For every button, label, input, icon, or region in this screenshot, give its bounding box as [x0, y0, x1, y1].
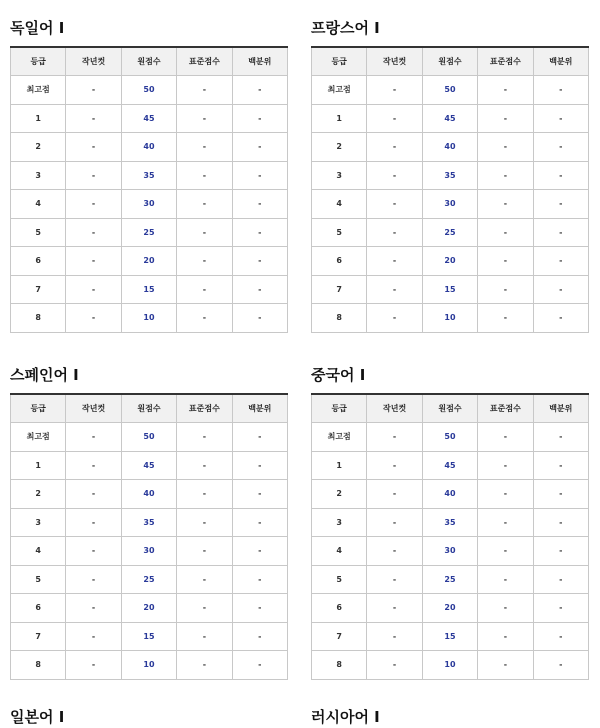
table-cell: - — [66, 190, 121, 219]
table-cell: - — [232, 247, 287, 276]
table-cell: - — [232, 190, 287, 219]
table-cell: - — [66, 508, 121, 537]
table-cell: - — [478, 275, 533, 304]
table-cell: - — [367, 651, 422, 680]
column-header: 백분위 — [232, 47, 287, 76]
column-header: 원점수 — [422, 394, 477, 423]
table-cell: 1 — [312, 104, 367, 133]
table-cell: 6 — [11, 594, 66, 623]
table-cell: 8 — [312, 651, 367, 680]
table-cell: - — [367, 537, 422, 566]
table-cell: - — [367, 161, 422, 190]
table-cell: - — [232, 218, 287, 247]
table-cell: 2 — [11, 133, 66, 162]
table-cell: 3 — [312, 508, 367, 537]
column-header: 표준점수 — [478, 47, 533, 76]
table-row — [312, 275, 589, 304]
table-cell: 50 — [121, 76, 176, 105]
table-row — [11, 423, 288, 452]
column-header: 백분위 — [533, 47, 588, 76]
table-cell: 35 — [121, 508, 176, 537]
column-header: 표준점수 — [177, 394, 232, 423]
table-cell: 4 — [11, 190, 66, 219]
table-cell: - — [533, 247, 588, 276]
table-row — [11, 161, 288, 190]
table-cell: - — [478, 161, 533, 190]
table-cell: - — [533, 508, 588, 537]
table-row — [11, 622, 288, 651]
table-cell: - — [367, 247, 422, 276]
table-cell: 30 — [422, 537, 477, 566]
table-row — [11, 651, 288, 680]
table-cell: - — [367, 594, 422, 623]
table-row — [11, 451, 288, 480]
grade-table — [311, 46, 589, 333]
table-cell: - — [66, 622, 121, 651]
table-cell: 8 — [312, 304, 367, 333]
table-cell: - — [66, 423, 121, 452]
table-cell: - — [177, 423, 232, 452]
grade-table — [10, 46, 288, 333]
section-title: 중국어 I — [311, 366, 366, 384]
table-cell: 6 — [312, 247, 367, 276]
table-row — [312, 190, 589, 219]
table-cell: 1 — [11, 104, 66, 133]
table-cell: - — [177, 651, 232, 680]
table-cell: - — [232, 76, 287, 105]
table-row — [11, 104, 288, 133]
table-cell: 5 — [312, 218, 367, 247]
table-cell: 40 — [422, 133, 477, 162]
table-cell: 50 — [422, 76, 477, 105]
table-cell: - — [232, 451, 287, 480]
table-cell: 20 — [121, 594, 176, 623]
table-row — [312, 161, 589, 190]
table-cell: - — [232, 133, 287, 162]
table-cell: 10 — [422, 304, 477, 333]
table-row — [312, 622, 589, 651]
table-cell: - — [177, 622, 232, 651]
table-cell: - — [177, 480, 232, 509]
table-cell: 25 — [422, 218, 477, 247]
table-cell: 7 — [11, 622, 66, 651]
score-section — [10, 364, 288, 680]
table-cell: 15 — [422, 622, 477, 651]
table-row — [312, 651, 589, 680]
table-cell: - — [232, 161, 287, 190]
table-cell: 25 — [121, 565, 176, 594]
table-cell: - — [533, 622, 588, 651]
table-cell: 10 — [422, 651, 477, 680]
table-cell: - — [232, 565, 287, 594]
table-cell: - — [367, 275, 422, 304]
column-header: 표준점수 — [478, 394, 533, 423]
column-header: 작년컷 — [367, 47, 422, 76]
table-cell: - — [533, 275, 588, 304]
table-cell: 40 — [121, 480, 176, 509]
section-title: 스페인어 I — [10, 366, 79, 384]
table-cell: 3 — [11, 508, 66, 537]
table-cell: - — [533, 218, 588, 247]
table-cell: 7 — [312, 275, 367, 304]
table-cell: - — [66, 537, 121, 566]
table-header — [312, 47, 589, 76]
table-cell: - — [533, 537, 588, 566]
table-cell: - — [66, 161, 121, 190]
table-cell: 최고점 — [11, 423, 66, 452]
column-header: 등급 — [312, 47, 367, 76]
table-row — [11, 275, 288, 304]
table-cell: - — [367, 565, 422, 594]
table-cell: 4 — [11, 537, 66, 566]
table-cell: - — [232, 508, 287, 537]
table-row — [11, 218, 288, 247]
table-row — [312, 247, 589, 276]
table-cell: - — [66, 565, 121, 594]
grade-table — [10, 393, 288, 680]
section-title: 러시아어 I — [311, 708, 380, 726]
table-row — [312, 508, 589, 537]
table-cell: - — [177, 304, 232, 333]
table-cell: 5 — [11, 565, 66, 594]
table-cell: - — [478, 480, 533, 509]
table-cell: 4 — [312, 190, 367, 219]
table-cell: 3 — [312, 161, 367, 190]
column-header: 원점수 — [422, 47, 477, 76]
table-cell: - — [66, 451, 121, 480]
table-row — [312, 133, 589, 162]
table-cell: 3 — [11, 161, 66, 190]
score-section — [311, 17, 589, 333]
table-cell: 1 — [11, 451, 66, 480]
table-row — [11, 537, 288, 566]
table-cell: - — [533, 133, 588, 162]
table-cell: - — [533, 451, 588, 480]
table-cell: - — [66, 133, 121, 162]
table-row — [11, 480, 288, 509]
table-row — [312, 594, 589, 623]
table-cell: 20 — [422, 247, 477, 276]
table-row — [11, 76, 288, 105]
table-cell: - — [478, 565, 533, 594]
table-cell: 10 — [121, 651, 176, 680]
table-cell: - — [367, 423, 422, 452]
table-cell: - — [533, 104, 588, 133]
section-title: 일본어 I — [10, 708, 65, 726]
table-cell: - — [232, 651, 287, 680]
table-cell: - — [367, 508, 422, 537]
table-cell: 40 — [422, 480, 477, 509]
table-cell: - — [177, 218, 232, 247]
column-header: 작년컷 — [66, 394, 121, 423]
column-header: 작년컷 — [66, 47, 121, 76]
score-section — [10, 17, 288, 333]
table-cell: - — [66, 480, 121, 509]
table-row — [11, 190, 288, 219]
table-cell: - — [478, 651, 533, 680]
table-cell: 7 — [312, 622, 367, 651]
table-cell: - — [478, 423, 533, 452]
table-cell: 30 — [422, 190, 477, 219]
table-cell: - — [478, 537, 533, 566]
table-cell: - — [66, 247, 121, 276]
table-row — [312, 423, 589, 452]
table-cell: 50 — [121, 423, 176, 452]
table-cell: - — [533, 594, 588, 623]
table-cell: - — [533, 190, 588, 219]
table-cell: 35 — [422, 508, 477, 537]
table-cell: - — [367, 104, 422, 133]
column-header: 등급 — [11, 47, 66, 76]
table-cell: 15 — [422, 275, 477, 304]
table-cell: 25 — [121, 218, 176, 247]
column-header: 표준점수 — [177, 47, 232, 76]
table-header — [11, 47, 288, 76]
table-row — [11, 594, 288, 623]
table-cell: - — [177, 247, 232, 276]
table-cell: - — [177, 508, 232, 537]
table-row — [11, 565, 288, 594]
table-cell: - — [478, 451, 533, 480]
table-cell: - — [66, 594, 121, 623]
table-cell: - — [478, 76, 533, 105]
table-cell: - — [533, 161, 588, 190]
grade-table — [311, 393, 589, 680]
table-cell: 5 — [11, 218, 66, 247]
table-cell: - — [367, 190, 422, 219]
table-header — [11, 394, 288, 423]
column-header: 백분위 — [232, 394, 287, 423]
table-cell: - — [533, 480, 588, 509]
table-cell: - — [177, 104, 232, 133]
column-header: 등급 — [312, 394, 367, 423]
table-cell: - — [66, 104, 121, 133]
table-cell: 8 — [11, 304, 66, 333]
table-cell: - — [232, 104, 287, 133]
table-cell: - — [66, 76, 121, 105]
column-header: 원점수 — [121, 47, 176, 76]
table-cell: - — [478, 104, 533, 133]
section-title: 독일어 I — [10, 19, 65, 37]
table-row — [11, 508, 288, 537]
table-cell: 45 — [422, 104, 477, 133]
table-cell: 20 — [422, 594, 477, 623]
table-cell: 45 — [422, 451, 477, 480]
table-cell: - — [478, 304, 533, 333]
table-cell: 최고점 — [312, 76, 367, 105]
table-cell: 최고점 — [312, 423, 367, 452]
table-cell: - — [367, 218, 422, 247]
table-cell: - — [177, 594, 232, 623]
table-cell: 2 — [312, 480, 367, 509]
table-cell: - — [367, 76, 422, 105]
table-row — [11, 133, 288, 162]
table-cell: - — [367, 451, 422, 480]
table-cell: 6 — [312, 594, 367, 623]
table-cell: 45 — [121, 451, 176, 480]
table-row — [312, 304, 589, 333]
table-cell: 15 — [121, 275, 176, 304]
table-row — [312, 565, 589, 594]
column-header: 작년컷 — [367, 394, 422, 423]
table-cell: - — [232, 304, 287, 333]
table-cell: - — [66, 218, 121, 247]
table-cell: 30 — [121, 190, 176, 219]
column-header: 원점수 — [121, 394, 176, 423]
table-cell: - — [66, 651, 121, 680]
table-cell: 25 — [422, 565, 477, 594]
table-cell: - — [478, 190, 533, 219]
table-row — [312, 480, 589, 509]
column-header: 등급 — [11, 394, 66, 423]
table-cell: - — [367, 622, 422, 651]
score-section — [10, 706, 288, 728]
table-cell: - — [478, 594, 533, 623]
table-cell: - — [232, 537, 287, 566]
table-cell: - — [478, 247, 533, 276]
table-cell: - — [533, 76, 588, 105]
table-row — [312, 218, 589, 247]
table-cell: 10 — [121, 304, 176, 333]
table-cell: - — [478, 133, 533, 162]
table-cell: - — [533, 423, 588, 452]
table-cell: - — [232, 622, 287, 651]
table-cell: - — [177, 565, 232, 594]
table-cell: - — [177, 275, 232, 304]
table-cell: 4 — [312, 537, 367, 566]
section-title: 프랑스어 I — [311, 19, 380, 37]
table-cell: - — [533, 304, 588, 333]
table-cell: - — [232, 594, 287, 623]
table-cell: - — [478, 622, 533, 651]
table-cell: 6 — [11, 247, 66, 276]
table-cell: 7 — [11, 275, 66, 304]
table-cell: 5 — [312, 565, 367, 594]
table-cell: - — [177, 76, 232, 105]
table-cell: 30 — [121, 537, 176, 566]
table-cell: 1 — [312, 451, 367, 480]
table-row — [312, 451, 589, 480]
table-row — [11, 247, 288, 276]
table-cell: - — [177, 133, 232, 162]
table-cell: 15 — [121, 622, 176, 651]
table-cell: 40 — [121, 133, 176, 162]
table-cell: - — [478, 218, 533, 247]
table-cell: 35 — [422, 161, 477, 190]
table-header — [312, 394, 589, 423]
table-cell: - — [66, 275, 121, 304]
table-cell: - — [533, 651, 588, 680]
table-row — [312, 104, 589, 133]
score-section — [311, 706, 589, 728]
table-cell: 8 — [11, 651, 66, 680]
table-row — [312, 537, 589, 566]
table-cell: - — [232, 423, 287, 452]
table-cell: 최고점 — [11, 76, 66, 105]
table-cell: 2 — [11, 480, 66, 509]
table-cell: - — [66, 304, 121, 333]
table-cell: 2 — [312, 133, 367, 162]
table-cell: - — [367, 133, 422, 162]
table-cell: - — [367, 304, 422, 333]
table-cell: 35 — [121, 161, 176, 190]
table-cell: - — [177, 451, 232, 480]
table-cell: 20 — [121, 247, 176, 276]
table-cell: 45 — [121, 104, 176, 133]
table-cell: - — [232, 275, 287, 304]
table-row — [11, 304, 288, 333]
table-cell: - — [478, 508, 533, 537]
table-cell: 50 — [422, 423, 477, 452]
table-cell: - — [533, 565, 588, 594]
table-cell: - — [232, 480, 287, 509]
table-cell: - — [177, 190, 232, 219]
table-cell: - — [177, 537, 232, 566]
score-section — [311, 364, 589, 680]
column-header: 백분위 — [533, 394, 588, 423]
table-row — [312, 76, 589, 105]
table-cell: - — [177, 161, 232, 190]
table-cell: - — [367, 480, 422, 509]
